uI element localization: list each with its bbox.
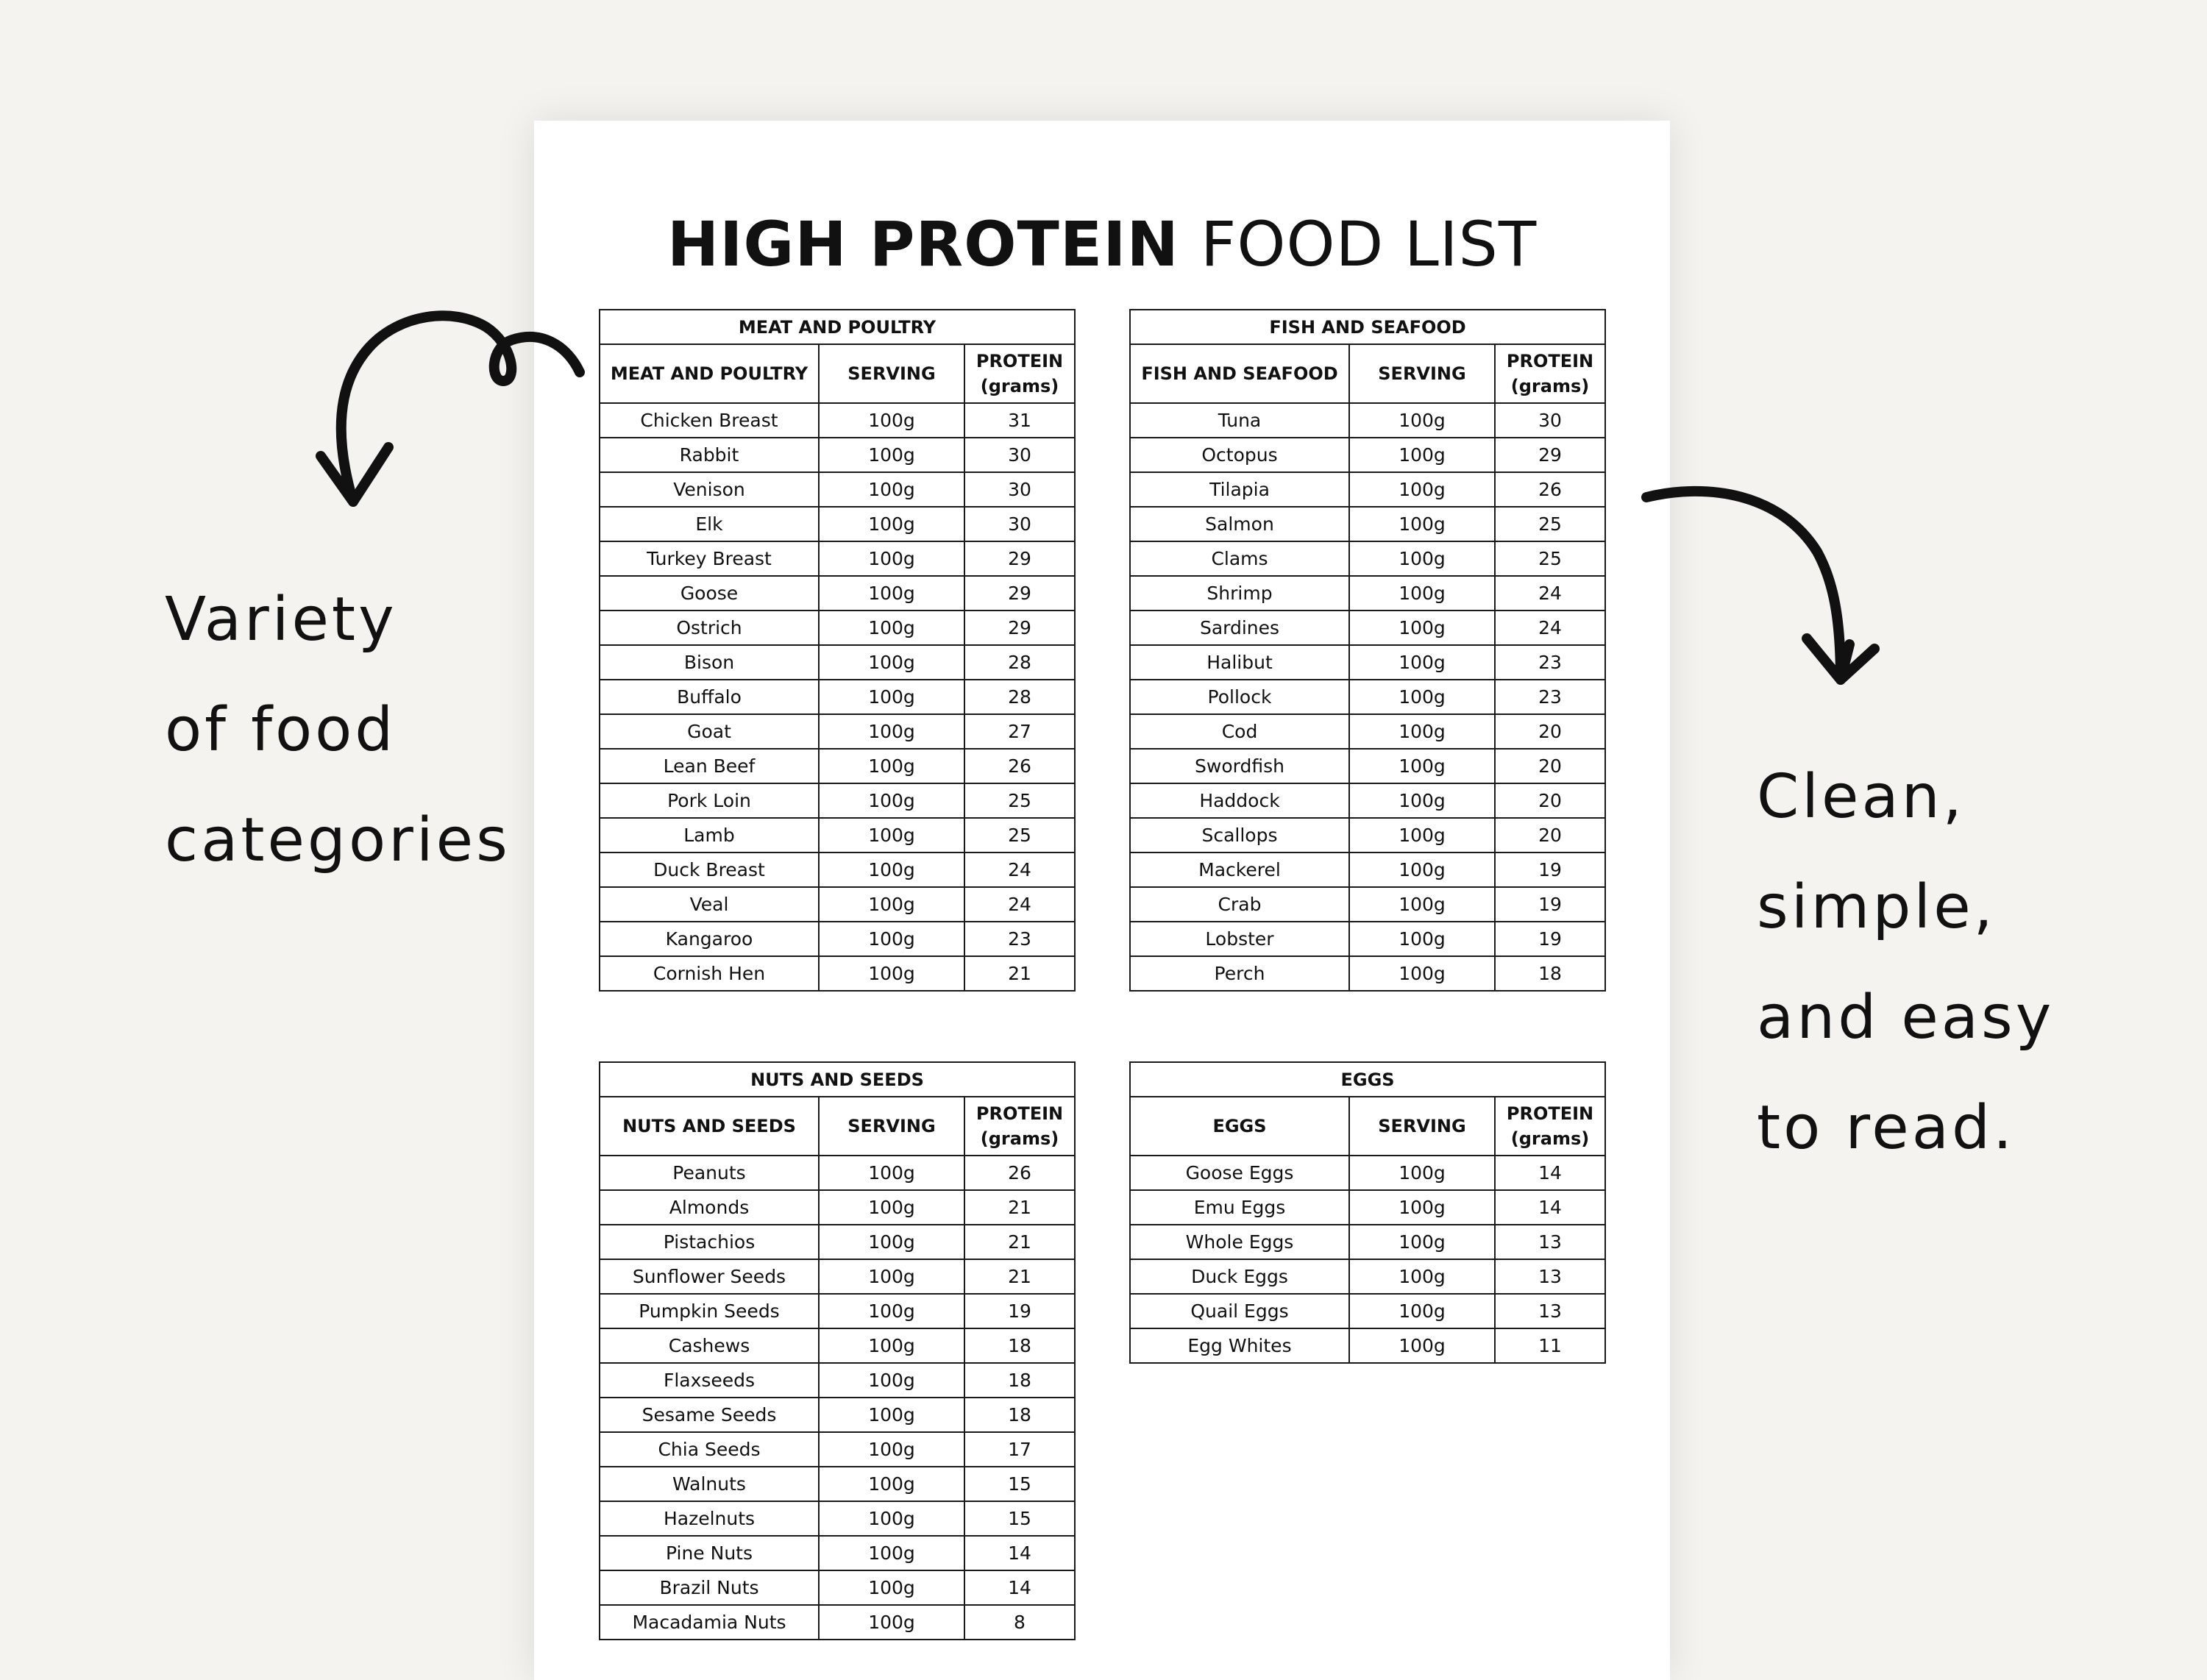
cell-protein: 26	[1495, 472, 1605, 507]
curved-arrow-down-icon	[1641, 478, 1861, 699]
table-row	[1130, 818, 1605, 853]
cell-protein: 21	[964, 1190, 1075, 1225]
table-row	[600, 1398, 1075, 1432]
cell-food: Veal	[600, 887, 819, 922]
table-row	[600, 1536, 1075, 1570]
table-row	[1130, 956, 1605, 991]
cell-food: Chicken Breast	[600, 403, 819, 438]
cell-food: Salmon	[1130, 507, 1349, 541]
cell-food: Pumpkin Seeds	[600, 1294, 819, 1328]
cell-food: Rabbit	[600, 438, 819, 472]
table-row	[600, 922, 1075, 956]
cell-food: Sunflower Seeds	[600, 1259, 819, 1294]
cell-food: Whole Eggs	[1130, 1225, 1349, 1259]
table-row	[600, 541, 1075, 576]
table-row	[1130, 680, 1605, 714]
table-row	[1130, 714, 1605, 749]
protein-header-line2: (grams)	[1510, 1128, 1590, 1149]
cell-serving: 100g	[819, 1467, 964, 1501]
annotation-right	[1757, 742, 2054, 1184]
cell-food: Crab	[1130, 887, 1349, 922]
cell-food: Walnuts	[600, 1467, 819, 1501]
protein-header-line2: (grams)	[980, 376, 1059, 396]
cell-serving: 100g	[819, 1294, 964, 1328]
cell-serving: 100g	[819, 1190, 964, 1225]
table-row	[600, 887, 1075, 922]
cell-protein: 29	[964, 541, 1075, 576]
cell-food: Pork Loin	[600, 783, 819, 818]
cell-serving: 100g	[819, 1259, 964, 1294]
cell-serving: 100g	[1349, 472, 1495, 507]
cell-food: Peanuts	[600, 1156, 819, 1190]
cell-food: Haddock	[1130, 783, 1349, 818]
cell-serving: 100g	[819, 1536, 964, 1570]
cell-food: Cornish Hen	[600, 956, 819, 991]
cell-food: Perch	[1130, 956, 1349, 991]
cell-protein: 19	[964, 1294, 1075, 1328]
table-row	[600, 438, 1075, 472]
table-row	[1130, 611, 1605, 645]
cell-protein: 24	[964, 887, 1075, 922]
cell-food: Emu Eggs	[1130, 1190, 1349, 1225]
protein-header-line2: (grams)	[1510, 376, 1590, 396]
page-title	[534, 207, 1670, 281]
cell-serving: 100g	[819, 922, 964, 956]
table-row	[1130, 576, 1605, 611]
column-header-food: NUTS AND SEEDS	[600, 1097, 819, 1156]
cell-protein: 18	[964, 1398, 1075, 1432]
cell-food: Tilapia	[1130, 472, 1349, 507]
cell-protein: 29	[964, 576, 1075, 611]
cell-food: Pollock	[1130, 680, 1349, 714]
cell-food: Cod	[1130, 714, 1349, 749]
cell-serving: 100g	[1349, 541, 1495, 576]
cell-food: Venison	[600, 472, 819, 507]
column-header-food: FISH AND SEAFOOD	[1130, 344, 1349, 403]
cell-protein: 19	[1495, 853, 1605, 887]
cell-protein: 28	[964, 645, 1075, 680]
table-row	[600, 507, 1075, 541]
table-row	[600, 576, 1075, 611]
cell-food: Goose	[600, 576, 819, 611]
table-row	[1130, 749, 1605, 783]
cell-food: Goat	[600, 714, 819, 749]
table-row	[600, 1328, 1075, 1363]
cell-food: Lean Beef	[600, 749, 819, 783]
cell-protein: 14	[1495, 1190, 1605, 1225]
table-row	[600, 714, 1075, 749]
cell-food: Duck Eggs	[1130, 1259, 1349, 1294]
cell-protein: 19	[1495, 887, 1605, 922]
cell-protein: 25	[1495, 507, 1605, 541]
cell-serving: 100g	[1349, 611, 1495, 645]
cell-food: Pistachios	[600, 1225, 819, 1259]
cell-food: Octopus	[1130, 438, 1349, 472]
cell-protein: 24	[1495, 611, 1605, 645]
cell-protein: 26	[964, 1156, 1075, 1190]
column-header-serving: SERVING	[819, 1097, 964, 1156]
table-row	[600, 1294, 1075, 1328]
cell-protein: 26	[964, 749, 1075, 783]
cell-food: Kangaroo	[600, 922, 819, 956]
cell-protein: 18	[964, 1363, 1075, 1398]
nuts-seeds-table	[599, 1061, 1076, 1640]
column-header-serving: SERVING	[1349, 344, 1495, 403]
cell-serving: 100g	[819, 1363, 964, 1398]
table-row	[1130, 507, 1605, 541]
cell-serving: 100g	[1349, 438, 1495, 472]
annotation-right-line: to read.	[1757, 1093, 2016, 1163]
cell-serving: 100g	[1349, 1156, 1495, 1190]
annotation-right-line: Clean,	[1757, 762, 1965, 832]
table-row	[600, 1432, 1075, 1467]
table-row	[1130, 1190, 1605, 1225]
cell-serving: 100g	[1349, 576, 1495, 611]
cell-serving: 100g	[1349, 1225, 1495, 1259]
column-header-serving: SERVING	[819, 344, 964, 403]
cell-food: Quail Eggs	[1130, 1294, 1349, 1328]
cell-serving: 100g	[819, 507, 964, 541]
annotation-right-line: simple,	[1757, 872, 1996, 942]
column-header-food: MEAT AND POULTRY	[600, 344, 819, 403]
table-row	[600, 818, 1075, 853]
table-row	[1130, 1156, 1605, 1190]
table-category-title: EGGS	[1130, 1062, 1605, 1097]
column-header-protein	[1495, 1097, 1605, 1156]
cell-serving: 100g	[819, 853, 964, 887]
cell-food: Halibut	[1130, 645, 1349, 680]
table-row	[600, 1501, 1075, 1536]
annotation-right-line: and easy	[1757, 983, 2055, 1053]
cell-protein: 28	[964, 680, 1075, 714]
annotation-left-line: Variety	[165, 585, 397, 655]
cell-protein: 18	[1495, 956, 1605, 991]
cell-food: Ostrich	[600, 611, 819, 645]
table-row	[600, 1156, 1075, 1190]
cell-serving: 100g	[819, 680, 964, 714]
protein-header-line1: PROTEIN	[975, 351, 1064, 371]
cell-protein: 30	[964, 472, 1075, 507]
table-body	[600, 403, 1075, 991]
cell-food: Bison	[600, 645, 819, 680]
cell-serving: 100g	[1349, 714, 1495, 749]
cell-serving: 100g	[1349, 749, 1495, 783]
cell-serving: 100g	[819, 783, 964, 818]
cell-protein: 30	[964, 507, 1075, 541]
cell-protein: 29	[964, 611, 1075, 645]
cell-protein: 25	[964, 783, 1075, 818]
table-row	[1130, 541, 1605, 576]
cell-serving: 100g	[819, 576, 964, 611]
column-header-protein	[964, 344, 1075, 403]
annotation-left-line: categories	[165, 805, 511, 875]
cell-food: Mackerel	[1130, 853, 1349, 887]
cell-protein: 14	[964, 1570, 1075, 1605]
meat-poultry-table	[599, 309, 1076, 992]
cell-serving: 100g	[1349, 1328, 1495, 1363]
cell-food: Hazelnuts	[600, 1501, 819, 1536]
cell-serving: 100g	[819, 645, 964, 680]
cell-food: Goose Eggs	[1130, 1156, 1349, 1190]
cell-serving: 100g	[819, 1501, 964, 1536]
table-row	[600, 1605, 1075, 1640]
cell-protein: 11	[1495, 1328, 1605, 1363]
cell-serving: 100g	[1349, 887, 1495, 922]
table-row	[1130, 1225, 1605, 1259]
cell-serving: 100g	[1349, 818, 1495, 853]
cell-protein: 23	[964, 922, 1075, 956]
table-body	[1130, 1156, 1605, 1363]
cell-food: Chia Seeds	[600, 1432, 819, 1467]
eggs-table	[1129, 1061, 1606, 1364]
cell-food: Almonds	[600, 1190, 819, 1225]
cell-serving: 100g	[819, 1605, 964, 1640]
cell-food: Tuna	[1130, 403, 1349, 438]
cell-protein: 29	[1495, 438, 1605, 472]
cell-food: Scallops	[1130, 818, 1349, 853]
cell-serving: 100g	[1349, 783, 1495, 818]
table-row	[600, 472, 1075, 507]
cell-serving: 100g	[819, 887, 964, 922]
table-row	[600, 1570, 1075, 1605]
cell-food: Turkey Breast	[600, 541, 819, 576]
cell-serving: 100g	[819, 714, 964, 749]
table-row	[600, 680, 1075, 714]
cell-food: Egg Whites	[1130, 1328, 1349, 1363]
cell-protein: 25	[964, 818, 1075, 853]
cell-serving: 100g	[819, 403, 964, 438]
cell-food: Buffalo	[600, 680, 819, 714]
cell-food: Brazil Nuts	[600, 1570, 819, 1605]
cell-food: Clams	[1130, 541, 1349, 576]
table-row	[600, 1225, 1075, 1259]
cell-serving: 100g	[1349, 922, 1495, 956]
cell-protein: 25	[1495, 541, 1605, 576]
cell-food: Macadamia Nuts	[600, 1605, 819, 1640]
annotation-left	[165, 565, 511, 896]
cell-serving: 100g	[819, 818, 964, 853]
cell-food: Flaxseeds	[600, 1363, 819, 1398]
cell-serving: 100g	[819, 1432, 964, 1467]
cell-serving: 100g	[819, 611, 964, 645]
title-light: FOOD LIST	[1201, 208, 1538, 280]
cell-serving: 100g	[819, 1156, 964, 1190]
table-row	[600, 1363, 1075, 1398]
cell-serving: 100g	[1349, 507, 1495, 541]
cell-protein: 30	[964, 438, 1075, 472]
table-category-title: FISH AND SEAFOOD	[1130, 310, 1605, 344]
table-category-title: MEAT AND POULTRY	[600, 310, 1075, 344]
protein-header-line1: PROTEIN	[1506, 1103, 1594, 1124]
table-body	[600, 1156, 1075, 1640]
cell-serving: 100g	[819, 541, 964, 576]
fish-seafood-table	[1129, 309, 1606, 992]
cell-protein: 15	[964, 1501, 1075, 1536]
column-header-food: EGGS	[1130, 1097, 1349, 1156]
cell-protein: 20	[1495, 818, 1605, 853]
cell-protein: 13	[1495, 1225, 1605, 1259]
table-row	[1130, 438, 1605, 472]
cell-serving: 100g	[819, 472, 964, 507]
cell-protein: 20	[1495, 714, 1605, 749]
cell-serving: 100g	[1349, 1294, 1495, 1328]
table-row	[1130, 472, 1605, 507]
table-row	[1130, 403, 1605, 438]
cell-protein: 30	[1495, 403, 1605, 438]
cell-serving: 100g	[1349, 403, 1495, 438]
cell-protein: 31	[964, 403, 1075, 438]
cell-serving: 100g	[1349, 853, 1495, 887]
cell-protein: 23	[1495, 680, 1605, 714]
cell-serving: 100g	[819, 1570, 964, 1605]
table-row	[1130, 853, 1605, 887]
cell-protein: 13	[1495, 1294, 1605, 1328]
table-row	[600, 645, 1075, 680]
column-header-protein	[964, 1097, 1075, 1156]
table-row	[1130, 1328, 1605, 1363]
cell-food: Lobster	[1130, 922, 1349, 956]
annotation-left-line: of food	[165, 695, 397, 765]
cell-protein: 21	[964, 956, 1075, 991]
curly-arrow-down-icon	[309, 309, 589, 515]
protein-header-line1: PROTEIN	[1506, 351, 1594, 371]
cell-serving: 100g	[1349, 956, 1495, 991]
table-row	[600, 956, 1075, 991]
cell-serving: 100g	[819, 749, 964, 783]
cell-food: Swordfish	[1130, 749, 1349, 783]
cell-serving: 100g	[1349, 680, 1495, 714]
table-row	[600, 853, 1075, 887]
cell-protein: 8	[964, 1605, 1075, 1640]
cell-serving: 100g	[819, 1398, 964, 1432]
cell-protein: 18	[964, 1328, 1075, 1363]
table-body	[1130, 403, 1605, 991]
cell-protein: 17	[964, 1432, 1075, 1467]
cell-serving: 100g	[1349, 1190, 1495, 1225]
cell-protein: 19	[1495, 922, 1605, 956]
cell-food: Duck Breast	[600, 853, 819, 887]
title-bold: HIGH PROTEIN	[667, 208, 1179, 280]
cell-food: Shrimp	[1130, 576, 1349, 611]
table-row	[600, 1259, 1075, 1294]
table-row	[600, 1190, 1075, 1225]
cell-protein: 20	[1495, 783, 1605, 818]
cell-protein: 23	[1495, 645, 1605, 680]
cell-food: Sardines	[1130, 611, 1349, 645]
table-row	[1130, 1294, 1605, 1328]
column-header-serving: SERVING	[1349, 1097, 1495, 1156]
table-row	[600, 749, 1075, 783]
cell-serving: 100g	[819, 956, 964, 991]
cell-food: Cashews	[600, 1328, 819, 1363]
cell-protein: 24	[1495, 576, 1605, 611]
table-row	[1130, 645, 1605, 680]
cell-serving: 100g	[1349, 1259, 1495, 1294]
table-category-title: NUTS AND SEEDS	[600, 1062, 1075, 1097]
cell-serving: 100g	[819, 1328, 964, 1363]
cell-protein: 13	[1495, 1259, 1605, 1294]
cell-protein: 27	[964, 714, 1075, 749]
table-row	[1130, 1259, 1605, 1294]
cell-serving: 100g	[819, 438, 964, 472]
cell-protein: 21	[964, 1259, 1075, 1294]
cell-serving: 100g	[819, 1225, 964, 1259]
table-row	[600, 611, 1075, 645]
table-row	[1130, 887, 1605, 922]
table-row	[1130, 922, 1605, 956]
cell-protein: 21	[964, 1225, 1075, 1259]
protein-header-line1: PROTEIN	[975, 1103, 1064, 1124]
cell-food: Sesame Seeds	[600, 1398, 819, 1432]
cell-serving: 100g	[1349, 645, 1495, 680]
cell-food: Pine Nuts	[600, 1536, 819, 1570]
column-header-protein	[1495, 344, 1605, 403]
table-row	[600, 403, 1075, 438]
cell-protein: 24	[964, 853, 1075, 887]
cell-protein: 14	[1495, 1156, 1605, 1190]
cell-protein: 14	[964, 1536, 1075, 1570]
table-row	[1130, 783, 1605, 818]
cell-food: Elk	[600, 507, 819, 541]
cell-food: Lamb	[600, 818, 819, 853]
table-row	[600, 783, 1075, 818]
cell-protein: 20	[1495, 749, 1605, 783]
cell-protein: 15	[964, 1467, 1075, 1501]
protein-header-line2: (grams)	[980, 1128, 1059, 1149]
table-row	[600, 1467, 1075, 1501]
